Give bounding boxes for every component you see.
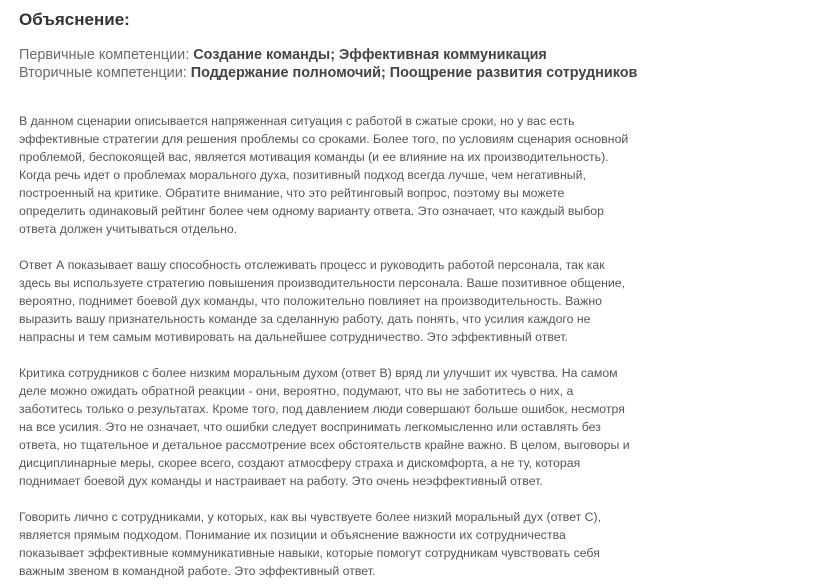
paragraph-line: В данном сценарии описывается напряженная ситуация с работой в сжатые сроки, но у вас есть (19, 114, 575, 128)
paragraph-line: дисциплинарные меры, скорее всего, создают атмосферу страха и дискомфорта, а не ту, которая (19, 456, 581, 470)
paragraph-line: важным звеном в командной работе. Это эффективный ответ. (19, 564, 376, 578)
explanation-paragraph (19, 508, 806, 580)
paragraph-line: поднимает боевой дух команды и настраивает на работу. Это очень неэффективный ответ. (19, 474, 543, 488)
secondary-competencies-label: Вторичные компетенции: (19, 65, 187, 81)
secondary-competencies-value: Поддержание полномочий; Поощрение развития сотрудников (190, 65, 638, 81)
paragraph-line: определить одинаковый рейтинг более чем одному варианту ответа. Это означает, что каждый выбор (19, 204, 604, 218)
secondary-competencies (19, 64, 806, 82)
explanation-heading: Объяснение: (19, 10, 130, 29)
paragraph-line: построенный на критике. Обратите внимание, что это рейтинговый вопрос, поэтому вы можете (19, 186, 565, 200)
paragraph-line: выразить вашу признательность команде за сделанную работу, дать понять, что усилия каждого не (19, 312, 591, 326)
explanation-body (19, 112, 806, 580)
explanation-paragraph (19, 112, 806, 238)
primary-competencies-label: Первичные компетенции: (19, 47, 190, 63)
paragraph-line: ответа должен учитываться отдельно. (19, 222, 238, 236)
paragraph-line: Критика сотрудников с более низким моральным духом (ответ В) вряд ли улучшит их чувства. На самом (19, 366, 618, 380)
paragraph-line: показывает эффективные коммуникативные навыки, которые помогут сотрудникам чувствовать себя (19, 546, 600, 560)
paragraph-line: заботитесь только о результатах. Кроме того, под давлением люди совершают больше ошибок, несмотря (19, 402, 625, 416)
paragraph-line: деле можно ожидать обратной реакции - они, вероятно, подумают, что вы не заботитесь о них, а (19, 384, 574, 398)
paragraph-line: является прямым подходом. Понимание их позиции и объяснение важности их сотрудничества (19, 528, 566, 542)
paragraph-line: ответа, но тщательное и детальное рассмотрение всех обстоятельств крайне важно. В целом, выговоры и (19, 438, 630, 452)
paragraph-line: эффективные стратегии для решения проблемы со сроками. Более того, по условиям сценария основной (19, 132, 629, 146)
primary-competencies-value: Создание команды; Эффективная коммуникация (193, 47, 547, 63)
paragraph-line: Говорить лично с сотрудниками, у которых, как вы чувствуете более низкий моральный дух (ответ С), (19, 510, 602, 524)
paragraph-line: на все усилия. Это не означает, что ошибки следует воспринимать легкомысленно или оставлять без (19, 420, 601, 434)
paragraph-line: здесь вы используете стратегию повышения производительности персонала. Ваше позитивное общение, (19, 276, 626, 290)
paragraph-line: напрасны и тем самым мотивировать на дальнейшее сотрудничество. Это эффективный ответ. (19, 330, 568, 344)
paragraph-line: вероятно, поднимет боевой дух команды, что положительно повлияет на производительность. Важно (19, 294, 603, 308)
paragraph-line: Когда речь идет о проблемах морального духа, позитивный подход всегда лучше, чем негативный, (19, 168, 586, 182)
primary-competencies (19, 46, 806, 64)
paragraph-line: Ответ А показывает вашу способность отслеживать процесс и руководить работой персонала, так как (19, 258, 605, 272)
paragraph-line: проблемой, беспокоящей вас, является мотивация команды (и ее влияние на их производительность). (19, 150, 609, 164)
explanation-paragraph (19, 256, 806, 346)
competencies-block (19, 46, 806, 82)
explanation-paragraph (19, 364, 806, 490)
